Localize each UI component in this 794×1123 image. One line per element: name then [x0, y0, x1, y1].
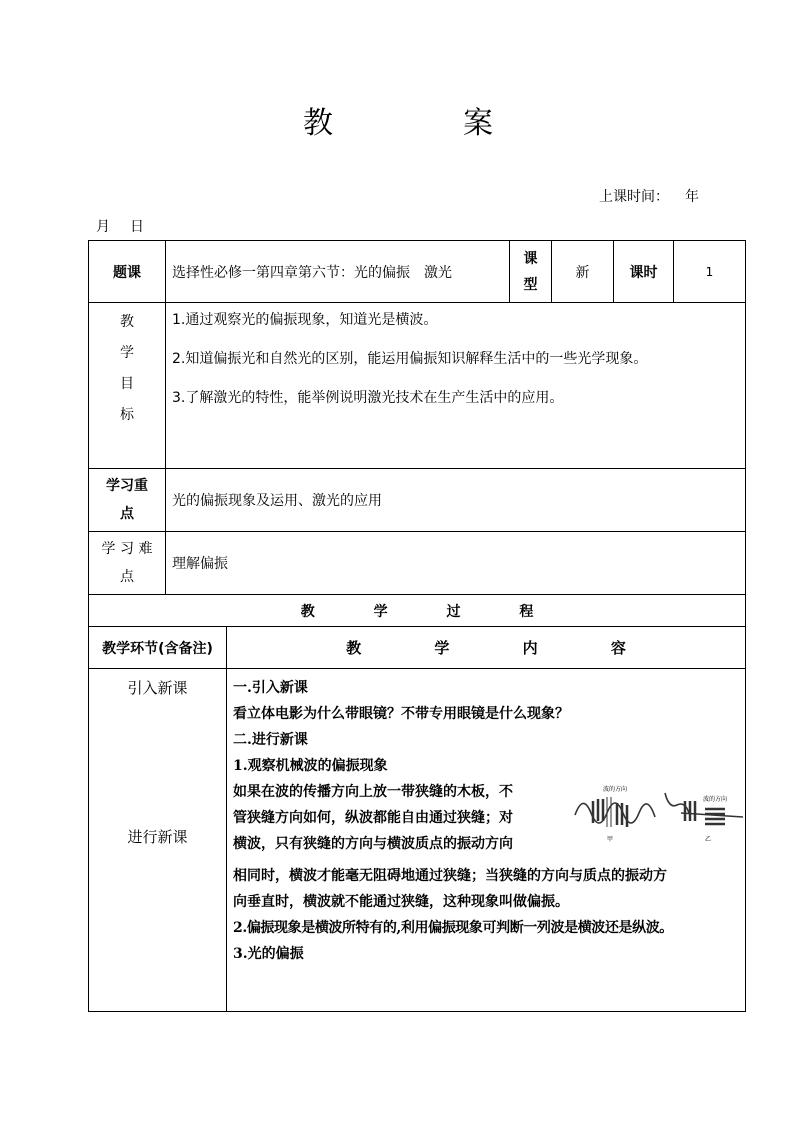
content-line: 向垂直时，横波就不能通过狭缝，这种现象叫做偏振。 [233, 894, 569, 910]
content-header-char: 学 [434, 639, 450, 657]
slit-board-right-horizontal [705, 809, 725, 824]
content-header-char: 内 [522, 639, 538, 657]
goals-row [89, 303, 746, 469]
class-time [599, 186, 699, 206]
content-line: 3.光的偏振 [233, 946, 304, 962]
stage-column-header: 教学环节(含备注) [89, 627, 227, 669]
key-points-label-2: 点 [120, 506, 134, 522]
difficulty-label-2: 点 [120, 569, 134, 585]
stage-intro: 引入新课 [127, 679, 188, 697]
goals-label-char: 教 [120, 314, 134, 330]
hours-value: 1 [674, 241, 746, 303]
figure-caption-right: 乙 [705, 836, 712, 843]
month-day [96, 216, 144, 236]
slit-wave-figure [573, 779, 753, 863]
content-column-header [227, 627, 746, 669]
key-points-row [89, 469, 746, 532]
figure-caption-left: 甲 [607, 836, 614, 843]
type-value: 新 [552, 241, 614, 303]
key-points-label-1: 学习重 [106, 478, 148, 494]
goals-content [166, 303, 746, 469]
goal-item: 3.了解激光的特性，能举例说明激光技术在生产生活中的应用。 [172, 390, 564, 406]
type-label-2: 型 [523, 276, 538, 293]
process-char: 学 [373, 603, 388, 620]
year-label: 年 [685, 189, 699, 205]
stage-column [89, 669, 227, 1012]
goals-label-char: 标 [120, 407, 134, 423]
hours-label: 课时 [614, 241, 674, 303]
page-title [300, 98, 500, 141]
difficulty-label [89, 532, 166, 595]
title-char-1: 教 [303, 106, 333, 141]
content-line: 1.观察机械波的偏振现象 [233, 758, 388, 774]
topic-value: 选择性必修一第四章第六节：光的偏振 激光 [166, 241, 510, 303]
lesson-plan-table [88, 240, 746, 1012]
goals-label [89, 303, 166, 469]
text-with-figure [233, 779, 745, 863]
stage-new: 进行新课 [127, 828, 188, 846]
content-row [89, 669, 746, 1012]
process-char: 教 [300, 603, 315, 620]
type-label-1: 课 [523, 250, 538, 267]
info-row [89, 241, 746, 303]
goals-label-char: 学 [120, 345, 134, 361]
figure-text [233, 779, 568, 857]
goal-item: 1.通过观察光的偏振现象，知道光是横波。 [172, 312, 438, 328]
class-time-label: 上课时间： [599, 189, 669, 205]
key-points-text: 光的偏振现象及运用、激光的应用 [166, 469, 746, 532]
figure-label-left: 波的方向 [603, 786, 628, 793]
content-line: 管狭缝方向如何，纵波都能自由通过狭缝；对 [233, 810, 513, 826]
month-label: 月 [96, 219, 110, 235]
day-label: 日 [130, 219, 144, 235]
figure-label-right: 波的方向 [703, 796, 728, 803]
content-line: 横波，只有狭缝的方向与横波质点的振动方向 [233, 836, 513, 852]
process-header [89, 595, 746, 627]
difficulty-text: 理解偏振 [166, 532, 746, 595]
goal-item: 2.知道偏振光和自然光的区别，能运用偏振知识解释生活中的一些光学现象。 [172, 351, 648, 367]
content-line: 二.进行新课 [233, 732, 308, 748]
difficulty-row [89, 532, 746, 595]
type-label [510, 241, 552, 303]
content-header-char: 容 [610, 639, 626, 657]
content-line: 一.引入新课 [233, 680, 308, 696]
difficulty-label-1: 学 习 难 [101, 541, 153, 557]
column-header-row [89, 627, 746, 669]
goals-label-char: 目 [120, 376, 134, 392]
process-header-row [89, 595, 746, 627]
wave-left [575, 803, 655, 823]
topic-label: 题课 [89, 241, 166, 303]
title-char-2: 案 [463, 106, 493, 141]
process-char: 过 [446, 603, 461, 620]
process-char: 程 [519, 603, 534, 620]
content-column [227, 669, 746, 1012]
content-line: 如果在波的传播方向上放一带狭缝的木板，不 [233, 784, 513, 800]
slit-board-right [685, 801, 695, 821]
content-line: 相同时，横波才能毫无阻碍地通过狭缝；当狭缝的方向与质点的振动方 [233, 868, 667, 884]
content-line: 2.偏振现象是横波所特有的,利用偏振现象可判断一列波是横波还是纵波。 [233, 920, 673, 936]
content-header-char: 教 [346, 639, 362, 657]
key-points-label [89, 469, 166, 532]
content-line: 看立体电影为什么带眼镜？不带专用眼镜是什么现象？ [233, 706, 569, 722]
